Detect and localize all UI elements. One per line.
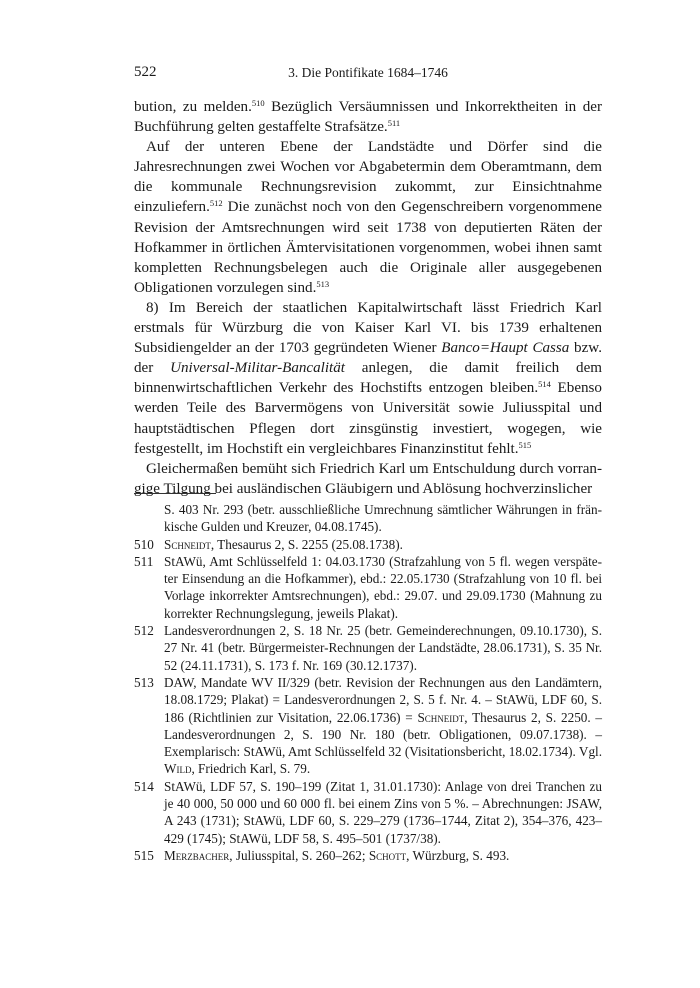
author-name: Merzbacher xyxy=(164,847,230,863)
paragraph-text: Bezüglich Versäumnissen und Inkorrektheiten in der Buchführung gelten gestaffelte Strafsätze. xyxy=(134,99,602,136)
paragraph-text: bzw. der xyxy=(134,340,602,377)
footnote-number: 513 xyxy=(134,674,154,690)
footnote-divider xyxy=(134,493,216,494)
author-name: Wild xyxy=(164,761,192,777)
footnote xyxy=(134,778,602,847)
footnote-number: 514 xyxy=(134,778,154,794)
paragraph-text: Auf der unteren Ebene der Landstädte und Dörfer sind die Jahresrechnungen zwei Wochen vor Abgabetermin dem Oberamtmann, dem die kommunale Rechnungsrevision zukommt, zur Einsichtnahme einzuliefern. xyxy=(134,139,602,216)
paragraph-text: bution, zu melden. xyxy=(134,99,252,115)
footnote xyxy=(134,553,602,622)
footnote-ref: 513 xyxy=(316,278,330,289)
paragraph xyxy=(134,97,602,137)
page-header xyxy=(134,64,602,82)
footnote-ref: 510 xyxy=(251,98,265,108)
footnote xyxy=(134,674,602,778)
footnote-text: , Thesaurus 2, S. 2255 (25.08.1738). xyxy=(210,536,403,552)
author-name: Schneidt xyxy=(164,536,211,552)
footnote-ref: 511 xyxy=(387,118,401,129)
author-name: Schott xyxy=(368,847,407,863)
footnote-text: StAWü, Amt Schlüsselfeld 1: 04.03.1730 (Strafzahlung von 5 fl. wegen verspäteter Einsendung an die Hofkammer), ebd.: 22.05.1730 (Strafzahlung von 10 fl. bei Vorlage inkorrekter Amtsrechnungen), ebd.: 29.07. und 29.09.1730 (Mahnung zu korrekter Rechnungslegung, jeweils Plakat). xyxy=(164,553,602,621)
paragraph-text: Ebenso werden Teile des Barvermögens von Universität sowie Juliusspital und hauptstädtischen Pflegen dort zinsgünstig investiert, wogegen, wie festgestellt, im Hochstift ein vergleichbares Finanzinstitut fehlt. xyxy=(134,380,602,457)
footnote-number: 510 xyxy=(134,536,154,552)
footnote-number: 515 xyxy=(134,847,154,863)
footnote-ref: 512 xyxy=(209,198,223,209)
running-head: 3. Die Pontifikate 1684–1746 xyxy=(288,65,448,80)
footnote-ref: 514 xyxy=(538,379,551,390)
footnote xyxy=(134,847,602,864)
footnote-text: , Thesaurus 2, S. 2250. – Landesverordnungen 2, S. 190 Nr. 180 (betr. Obligationen, 09.07.1738). – Exemplarisch: StAWü, Amt Schlüsselfeld 32 (Visitationsbericht, 18.02.1734). Vgl. xyxy=(164,709,602,760)
paragraph-text: Die zunächst noch von den Gegenschreibern vorgenommene Revision der Amtsrechnungen wird seit 1738 von deputierten Räten der Hofkammer in örtlichen Ämtervisitationen vorgenommen, wobei ihnen samt kompletten Rechnungsbelegen auch die Originale aller ausgegebenen Obligationen vorzulegen sind. xyxy=(134,199,602,296)
paragraph xyxy=(134,137,602,298)
paragraph-text: anlegen, die damit freilich dem binnenwirtschaftlichen Verkehr des Hochstifts entzogen bleiben. xyxy=(134,360,603,397)
footnote-number: 512 xyxy=(134,623,154,639)
main-text xyxy=(134,97,602,499)
footnote-text: Landesverordnungen 2, S. 18 Nr. 25 (betr. Gemeinderechnungen, 09.10.1730), S. 27 Nr. 41 (betr. Bürgermeister-Rechnungen der Landstädte, 28.06.1731), S. 35 Nr. 52 (24.11.1731), S. 173 f. Nr. 169 (30.12.1737). xyxy=(164,623,602,673)
footnote-text: , Friedrich Karl, S. 79. xyxy=(191,761,311,777)
paragraph-text: 8) Im Bereich der staatlichen Kapitalwirtschaft lässt Friedrich Karl erstmals für Würzburg die von Kaiser Karl VI. bis 1739 erhaltenen Subsidiengelder an der 1703 gegründeten Wiener xyxy=(134,299,602,357)
author-name: Schneidt xyxy=(417,709,465,725)
footnote-text: , Juliusspital, S. 260–262; xyxy=(229,847,369,863)
footnote-text: , Würzburg, S. 493. xyxy=(406,847,510,863)
footnotes xyxy=(134,501,602,864)
paragraph xyxy=(134,298,602,459)
emphasis: Universal-Militar-Bancalität xyxy=(170,360,345,377)
footnote-text: DAW, Mandate WV II/329 (betr. Revision der Rechnungen aus den Landämtern, 18.08.1729; Plakat) = Landesverordnungen 2, S. 5 f. Nr. 4. – StAWü, LDF 60, S. 186 (Richtlinien zur Visitation, 22.06.1736) = xyxy=(164,674,602,725)
emphasis: Banco=Haupt Cassa xyxy=(441,340,570,357)
footnote xyxy=(134,536,602,553)
footnote xyxy=(134,622,602,674)
footnote-text: StAWü, LDF 57, S. 190–199 (Zitat 1, 31.01.1730): Anlage von drei Tranchen zu je 40 000, 50 000 und 60 000 fl. bei einem Zins von 5 %. – Abrechnungen: JSAW, A 243 (1731); StAWü, LDF 60, S. 229–279 (1736–1744, Zitat 2), 354–376, 423–429 (1745); StAWü, LDF 58, S. 495–501 (1737/38). xyxy=(164,778,602,846)
footnote-continuation: S. 403 Nr. 293 (betr. ausschließliche Umrechnung sämtlicher Währungen in fränkische Gulden und Kreuzer, 04.08.1745). xyxy=(164,502,602,535)
footnote-ref: 515 xyxy=(518,439,532,450)
paragraph-text: Gleichermaßen bemüht sich Friedrich Karl um Entschuldung durch vorrangige Tilgung bei ausländischen Gläubigern und Ablösung hochverzinslicher xyxy=(134,460,602,497)
page-number: 522 xyxy=(134,64,157,80)
footnote-number: 511 xyxy=(134,553,154,569)
